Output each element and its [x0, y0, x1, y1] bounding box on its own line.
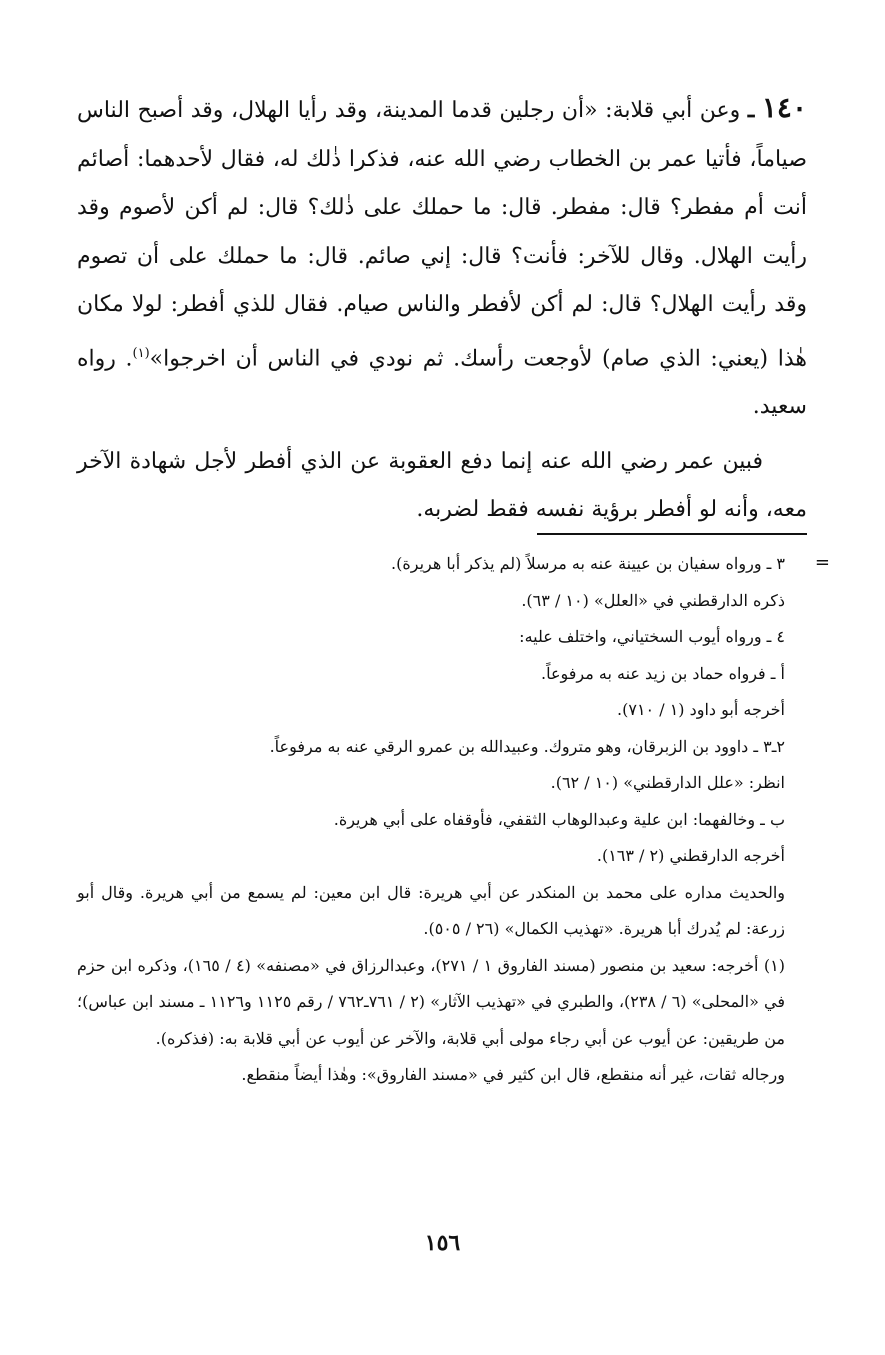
note-line: ٤ ـ ورواه أيوب السختياني، واختلف عليه: [519, 627, 785, 646]
note-line: ٢ـ٣ ـ داوود بن الزبرقان، وهو متروك. وعبيدالله بن عمرو الرقي عنه به مرفوعاً. [269, 736, 785, 756]
footnote-reference[interactable]: (١) [132, 345, 150, 361]
note-line: ب ـ وخالفهما: ابن علية وعبدالوهاب الثقفي، فأوقفاه على أبي هريرة. [333, 809, 785, 829]
hadith-number: ١٤٠ [761, 91, 807, 124]
footnote-divider [537, 533, 807, 535]
page-number: ١٥٦ [424, 1230, 461, 1256]
footnote-1-closing: ورجاله ثقات، غير أنه منقطع، قال ابن كثير في «مسند الفاروق»: وهٰذا أيضاً منقطع. [241, 1065, 785, 1084]
continuation-mark: = [814, 552, 830, 573]
note-line: أ ـ فرواه حماد بن زيد عنه به مرفوعاً. [540, 663, 785, 683]
hadith-source: . رواه سعيد. [77, 345, 807, 420]
note-line: ٣ ـ ورواه سفيان بن عيينة عنه به مرسلاً (لم يذكر أبا هريرة). [391, 554, 785, 573]
footnote-1: (١) أخرجه: سعيد بن منصور (مسند الفاروق ١ / ٢٧١)، وعبدالرزاق في «مصنفه» (٤ / ١٦٥)، وذكره ابن حزم في «المحلى» (٦ / ٢٣٨)، والطبري في «تهذيب الآثار» (٢ / ٧٦١ـ٧٦٢ / رقم ١١٢٥ و١١٢٦ ـ مسند ابن عباس)؛ من طريقين: عن أيوب عن أبي رجاء مولى أبي قلابة، والآخر عن أيوب عن أبي قلابة به: (فذكره). [77, 955, 786, 1048]
note-closing-paragraph: والحديث مداره على محمد بن المنكدر عن أبي هريرة: قال ابن معين: لم يسمع من أبي هريرة. وقال أبو زرعة: لم يُدرك أبا هريرة. «تهذيب الكمال» (٢٦ / ٥٠٥). [77, 882, 785, 938]
footnotes-section [77, 546, 807, 1094]
main-text [77, 84, 807, 535]
note-line: ذكره الدارقطني في «العلل» (١٠ / ٦٣). [521, 590, 785, 610]
note-line: أخرجه أبو داود (١ / ٧١٠). [617, 700, 785, 719]
note-line: انظر: «علل الدارقطني» (١٠ / ٦٢). [550, 773, 785, 792]
hadith-paragraph [77, 84, 807, 432]
commentary-paragraph: فبين عمر رضي الله عنه إنما دفع العقوبة عن الذي أفطر لأجل شهادة الآخر معه، وأنه لو أفطر برؤية نفسه فقط لضربه. [77, 448, 807, 523]
note-line: أخرجه الدارقطني (٢ / ١٦٣). [596, 846, 785, 865]
hadith-separator: ـ [747, 97, 755, 123]
hadith-text: وعن أبي قلابة: «أن رجلين قدما المدينة، وقد رأيا الهلال، وقد أصبح الناس صياماً، فأتيا عمر بن الخطاب رضي الله عنه، فذكرا ذٰلك له، فقال لأحدهما: أصائم أنت أم مفطر؟ قال: مفطر. قال: ما حملك على ذٰلك؟ قال: لم أكن لأصوم وقد رأيت الهلال. وقال للآخر: فأنت؟ قال: إني صائم. قال: ما حملك على أن تصوم وقد رأيت الهلال؟ قال: لم أكن لأفطر والناس صيام. فقال للذي أفطر: لولا مكان هٰذا (يعني: الذي صام) لأوجعت رأسك. ثم نودي في الناس أن اخرجوا» [77, 98, 808, 371]
